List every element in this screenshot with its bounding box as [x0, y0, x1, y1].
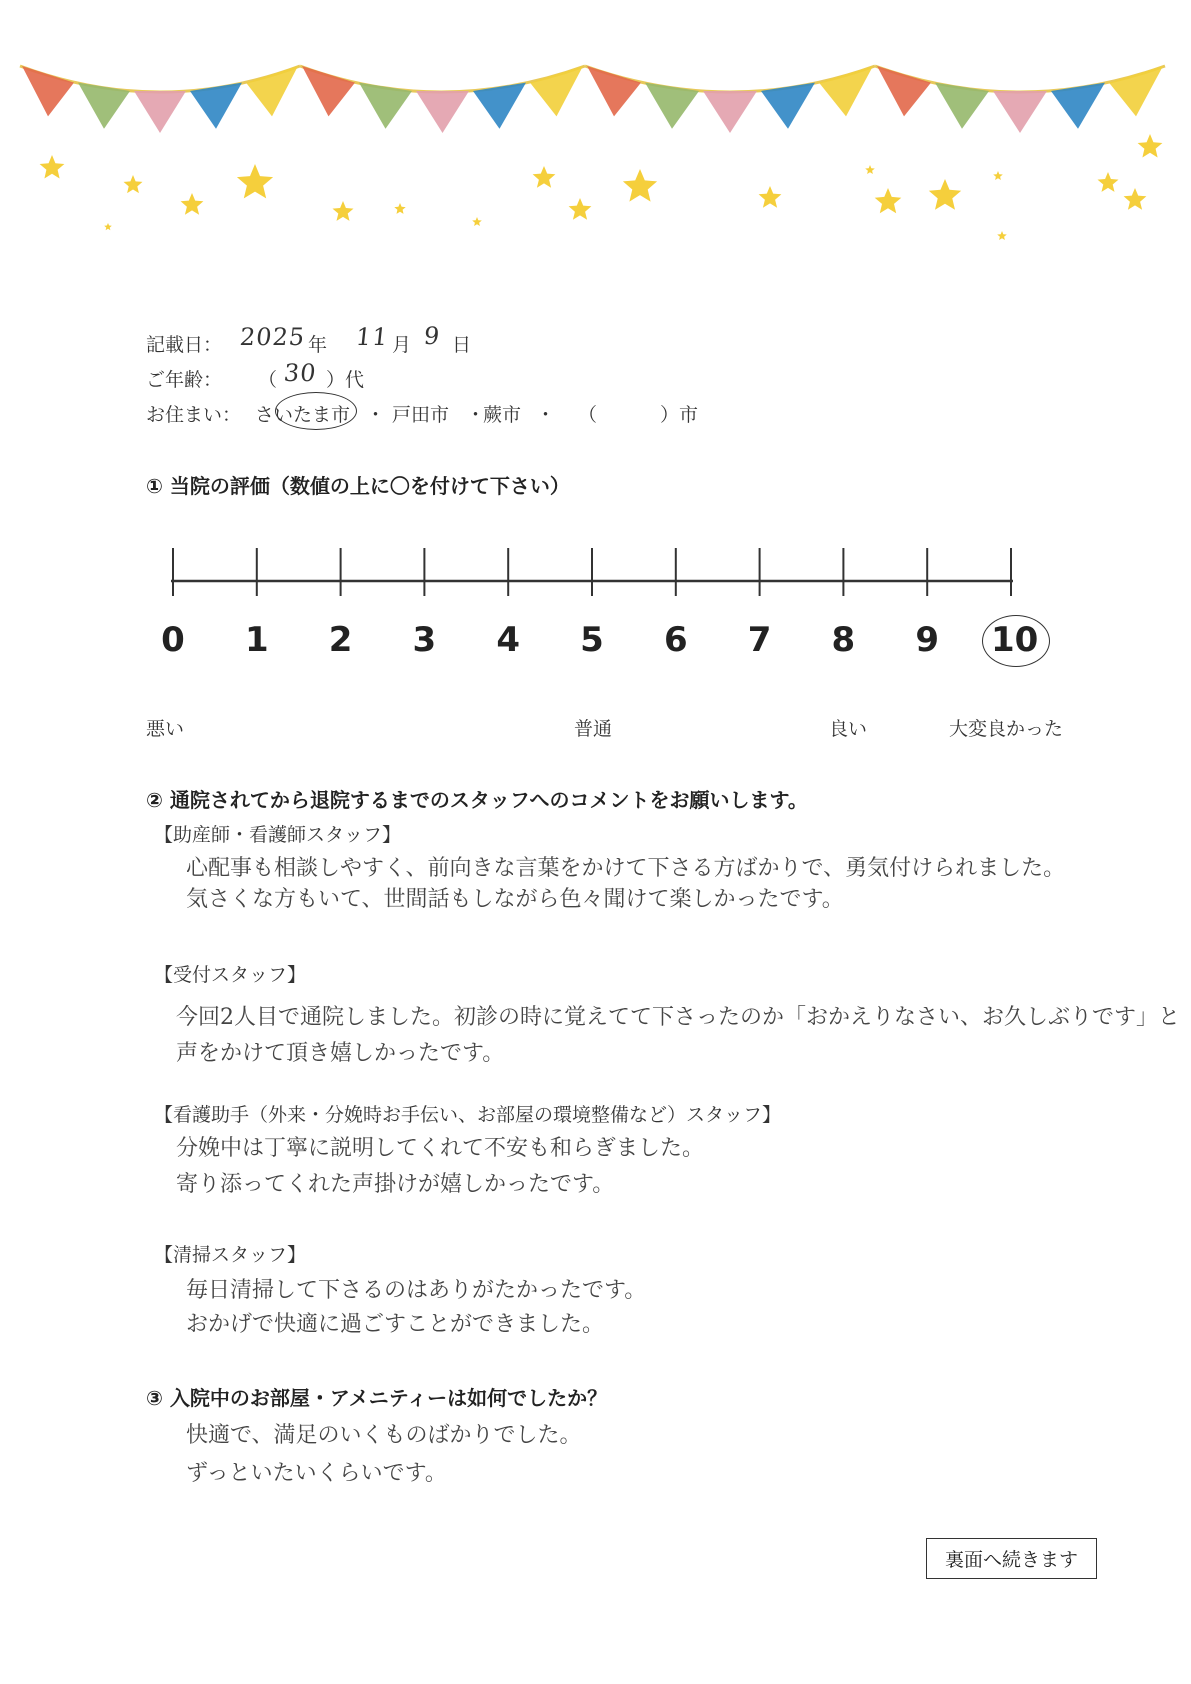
rating-selected-circle: [982, 615, 1050, 667]
residence-separator-2: ・: [466, 404, 486, 426]
bunting-flag: [530, 66, 583, 116]
comment-midwife-line1: 心配事も相談しやすく、前向きな言葉をかけて下さる方ばかりで、勇気付けられました。: [186, 856, 1066, 881]
scale-caption-good: 良い: [829, 718, 868, 740]
q2-title: ② 通院されてから退院するまでのスタッフへのコメントをお願いします。: [146, 788, 808, 812]
q3-title: ③ 入院中のお部屋・アメニティーは如何でしたか？: [146, 1386, 608, 1410]
scale-caption-average: 普通: [574, 718, 613, 740]
q1-title: ① 当院の評価（数値の上に〇を付けて下さい）: [146, 474, 570, 498]
star-icon: [865, 165, 875, 174]
scale-caption-excellent: 大変良かった: [949, 718, 1064, 740]
section-heading-cleaning: 【清掃スタッフ】: [154, 1244, 307, 1266]
section-heading-reception: 【受付スタッフ】: [154, 964, 307, 986]
rating-scale-number[interactable]: 0: [161, 620, 185, 660]
star-icon: [1098, 172, 1119, 192]
comment-cleaning-line2: おかげで快適に過ごすことができました。: [186, 1312, 605, 1337]
rating-scale-number[interactable]: 7: [747, 620, 772, 660]
rating-scale: [0, 540, 1191, 600]
rating-scale-number[interactable]: 3: [412, 620, 437, 660]
date-month-unit: 月: [392, 334, 412, 356]
rating-scale-number[interactable]: 9: [915, 620, 940, 660]
residence-separator-3: ・: [536, 404, 556, 426]
star-icon: [181, 193, 204, 215]
bunting-flag: [993, 91, 1047, 133]
rating-scale-number[interactable]: 10: [991, 620, 1039, 660]
residence-selection-circle: [275, 392, 357, 430]
bunting-flag: [302, 66, 355, 116]
bunting-flag: [134, 91, 186, 133]
bunting-flag: [877, 66, 931, 116]
star-icon: [533, 166, 556, 188]
date-label: 記載日：: [146, 334, 223, 356]
date-day-unit: 日: [452, 334, 472, 356]
star-icon: [875, 188, 902, 213]
bunting-flag: [416, 91, 469, 133]
continue-overleaf-note: 裏面へ続きます: [926, 1538, 1097, 1579]
rating-scale-number[interactable]: 8: [831, 620, 856, 660]
residence-other-open: （: [578, 404, 598, 426]
star-icon: [333, 201, 354, 221]
section-heading-nursing-assistant: 【看護助手（外来・分娩時お手伝い、お部屋の環境整備など）スタッフ】: [154, 1104, 782, 1126]
bunting-flag: [703, 91, 757, 133]
star-icon: [993, 171, 1003, 180]
star-icon: [237, 164, 273, 198]
age-value: 30: [282, 359, 319, 387]
star-icon: [569, 198, 592, 220]
scale-caption-bad: 悪い: [146, 718, 185, 740]
rating-scale-number[interactable]: 4: [496, 620, 521, 660]
bunting-decoration: [0, 0, 1191, 250]
comment-room-line2: ずっといたいくらいです。: [186, 1461, 447, 1486]
comment-reception-line2: 声をかけて頂き嬉しかったです。: [176, 1041, 505, 1066]
section-heading-midwife: 【助産師・看護師スタッフ】: [154, 824, 402, 846]
date-year-unit: 年: [308, 334, 328, 356]
age-label: ご年齢：: [146, 369, 223, 391]
date-day-value: 9: [422, 322, 442, 350]
star-icon: [124, 175, 143, 193]
rating-scale-number[interactable]: 1: [244, 620, 269, 660]
rating-scale-number[interactable]: 2: [328, 620, 353, 660]
residence-label: お住まい：: [146, 404, 242, 426]
bunting-flag: [819, 66, 873, 116]
bunting-flag: [246, 66, 298, 116]
star-icon: [1138, 134, 1163, 158]
star-icon: [394, 203, 405, 214]
comment-cleaning-line1: 毎日清掃して下さるのはありがたかったです。: [186, 1278, 647, 1303]
date-year-value: 2025: [238, 323, 307, 351]
comment-midwife-line2: 気さくな方もいて、世間話もしながら色々聞けて楽しかったです。: [186, 887, 844, 912]
bunting-flag: [587, 66, 641, 116]
star-icon: [929, 179, 961, 210]
star-icon: [472, 217, 482, 226]
comment-room-line1: 快適で、満足のいくものばかりでした。: [186, 1423, 582, 1448]
residence-option-toda: 戸田市: [392, 404, 450, 426]
star-icon: [104, 223, 112, 230]
age-close-paren: ）代: [326, 369, 365, 391]
star-icon: [1124, 188, 1147, 210]
residence-other-close: ）市: [660, 404, 699, 426]
bunting-flag: [1109, 66, 1163, 116]
star-icon: [40, 155, 65, 179]
star-icon: [759, 186, 782, 208]
date-month-value: 11: [354, 323, 391, 351]
comment-reception-line1: 今回2人目で通院しました。初診の時に覚えてて下さったのか「おかえりなさい、お久しぶりです」と: [176, 1005, 1181, 1030]
comment-nursing-assistant-line1: 分娩中は丁寧に説明してくれて不安も和らぎました。: [176, 1136, 705, 1161]
star-icon: [623, 169, 657, 202]
residence-option-saitama: さいたま市: [255, 404, 351, 426]
residence-separator-1: ・: [366, 404, 386, 426]
comment-nursing-assistant-line2: 寄り添ってくれた声掛けが嬉しかったです。: [176, 1172, 615, 1197]
age-open-paren: （: [258, 369, 278, 391]
bunting-flag: [22, 66, 74, 116]
star-icon: [997, 231, 1007, 240]
residence-option-warabi: 蕨市: [483, 404, 522, 426]
rating-scale-number[interactable]: 5: [580, 620, 604, 660]
rating-scale-number[interactable]: 6: [663, 620, 688, 660]
